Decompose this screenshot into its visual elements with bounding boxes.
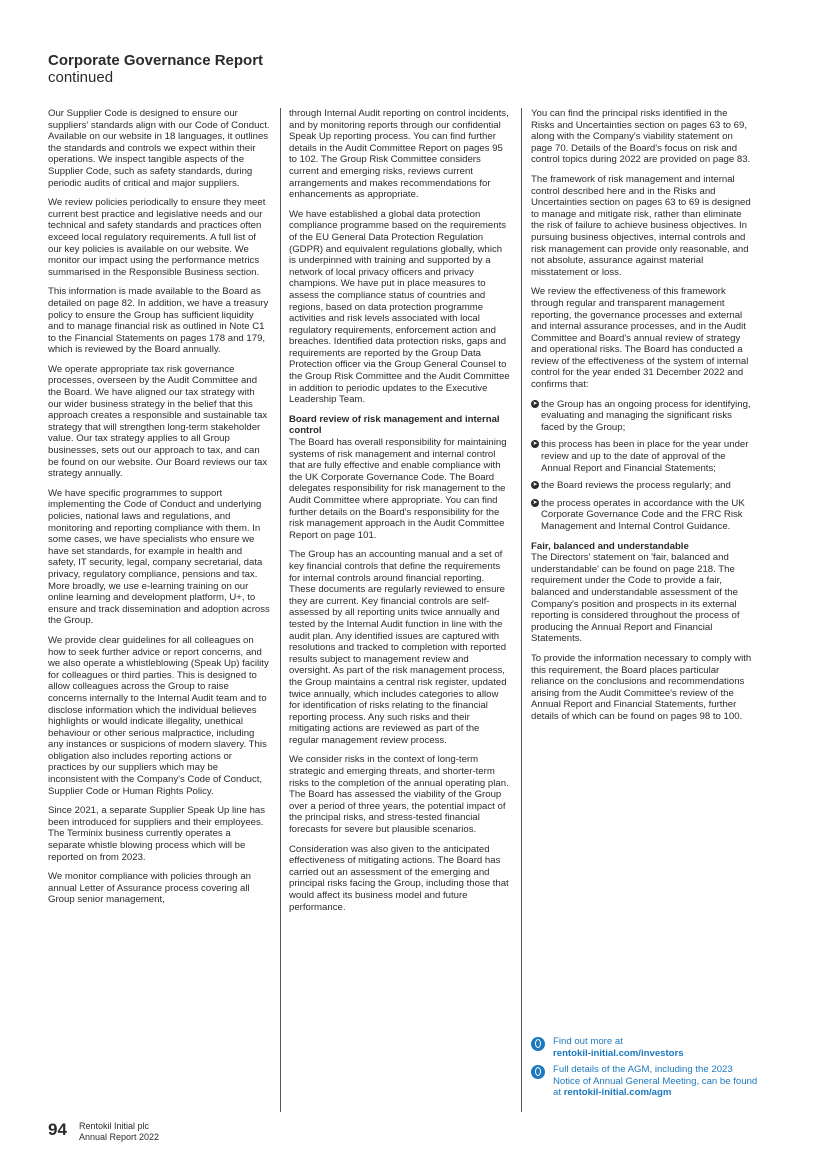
paragraph: The Group has an accounting manual and a set of key financial controls that define the requirements for internal controls around financial reporting. These documents are regularly reviewed to ensure they are current. Key financial controls are self-assessed by all reporting units twice annually and tested by the Internal Audit function in line with the audit plan. Any identified issues are captured with resolutions and tracked to completion with reported results subject to management review and oversight. As part of the risk management process, the Group maintains a central risk register, updated twice annually, which includes categories to allow for identification of risks relating to the financial reporting process. Any such risks and their mitigating actions are reviewed as part of the regular management review process. xyxy=(289,549,507,746)
list-item: ➤ the Board reviews the process regularly; and xyxy=(532,480,731,492)
paragraph: Our Supplier Code is designed to ensure our suppliers' standards align with our Code of Conduct. Available on our website in 18 languages, it outlines the standards and controls we expect within their operations. We inspect tangible aspects of the Supplier Code, such as safety standards, during periodic audits of critical and major suppliers. xyxy=(48,108,270,189)
paragraph: We operate appropriate tax risk governance processes, overseen by the Audit Committee and the Board. We have aligned our tax strategy with our wider business strategy in the belief that this approach creates a responsible and sustainable tax strategy that will strengthen long-term stakeholder value. Our tax strategy applies to all Group businesses, sets out our approach to tax, and can be found on our website. Our Board reviews our tax strategy annually. xyxy=(48,363,268,480)
list-item: ➤ the process operates in accordance with the UK Corporate Governance Code and the FRC Risk Management and Internal Control Guidance. xyxy=(532,497,745,532)
confirmation-list xyxy=(531,399,753,533)
arrow-bullet-icon: ➤ xyxy=(532,499,538,506)
arrow-bullet-icon: ➤ xyxy=(532,400,538,407)
footer-report-name: Rentokil Initial plc Annual Report 2022 xyxy=(79,1121,160,1142)
agm-link-row: Full details of the AGM, including the 2023 Notice of Annual General Meeting, can be found at rentokil-initial.com/agm xyxy=(531,1064,761,1099)
page-title: Corporate Governance Report xyxy=(48,52,264,69)
section-heading-fair-balanced: Fair, balanced and understandable xyxy=(531,540,689,552)
paragraph: To provide the information necessary to comply with this requirement, the Board places particular reliance on the conclusions and recommendations arising from the Audit Committee's review of the Annual Report and Financial Statements, further details of which can be found on pages 98 to 100. xyxy=(531,652,752,722)
paragraph: You can find the principal risks identified in the Risks and Uncertainties section on pages 63 to 69, along with the Company's viability statement on page 70. Details of the Board's focus on risk and control topics during 2022 are provided on page 83. xyxy=(531,108,751,166)
column-middle xyxy=(289,108,511,921)
section-heading-risk-review: Board review of risk management and internal control xyxy=(289,413,500,437)
list-item: ➤ the Group has an ongoing process for identifying, evaluating and managing the significant risks faced by the Group; xyxy=(532,398,751,433)
paragraph: We review policies periodically to ensure they meet current best practice and legislative needs and our technical and safety standards and practices often exceed local regulatory requirements. A full list of our key policies is available on our website. We monitor our impact using the performance metrics summarised in the Responsible Business section. xyxy=(48,197,266,278)
page-number: 94 xyxy=(48,1120,67,1139)
paragraph: Since 2021, a separate Supplier Speak Up line has been introduced for suppliers and their employees. The Terminix business currently operates a separate whistle blowing process which will be reported on from 2023. xyxy=(48,805,266,863)
paragraph: The Board has overall responsibility for maintaining systems of risk management and internal control that are fully effective and enable compliance with the UK Corporate Governance Code. The Board delegates responsibility for risk management to the Audit Committee where appropriate. You can find further details on the Board's responsibility for the risk management approach in the Audit Committee Report on page 101. xyxy=(289,437,507,541)
column-left xyxy=(48,108,270,914)
investors-link-row: Find out more at rentokil-initial.com/investors xyxy=(531,1036,761,1059)
paragraph: We provide clear guidelines for all colleagues on how to seek further advice or report concerns, and we also operate a whistleblowing (Speak Up) facility for colleagues or third parties. This is designed to allow colleagues across the Group to raise concerns internally to the Internal Audit team and to disclose information which the individual believes highlights or would indicate illegality, unethical behaviour or other serious malpractice, including any instances or suspicions of modern slavery. This obligation also includes reporting actions or practices by our suppliers which may be inconsistent with the Company's Code of Conduct, Supplier Code or Human Rights Policy. xyxy=(48,634,269,797)
paragraph: We consider risks in the context of long-term strategic and emerging threats, and shorter-term risks to the completion of the annual operating plan. The Board has assessed the viability of the Group over a period of three years, the potential impact of the principal risks, and stress-tested financial forecasts for severe but plausible scenarios. xyxy=(289,754,509,836)
info-icon xyxy=(531,1037,545,1051)
paragraph: We review the effectiveness of this framework through regular and transparent management reporting, the governance processes and external and internal assurance processes, and in the Audit Committee and Board's annual review of strategy and operational risks. The Board has conducted a review of the effectiveness of the system of internal control for the year ended 31 December 2022 and confirms that: xyxy=(531,286,749,391)
reference-links xyxy=(531,1036,761,1104)
paragraph: This information is made available to the Board as detailed on page 82. In addition, we have a treasury policy to ensure the Group has sufficient liquidity and to manage financial risk as outlined in Note C1 to the Financial Statements on pages 178 and 179, which is reviewed by the Board annually. xyxy=(48,286,269,356)
info-icon xyxy=(531,1065,545,1079)
column-right xyxy=(531,108,753,731)
arrow-bullet-icon: ➤ xyxy=(532,441,538,448)
agm-link[interactable]: rentokil-initial.com/agm xyxy=(563,1087,672,1099)
column-divider xyxy=(521,108,522,1112)
paragraph: We have specific programmes to support implementing the Code of Conduct and underlying policies, national laws and regulations, and monitoring and reporting compliance with them. In some cases, we have specialists who ensure we have set standards, for example in health and safety, IT security, legal, company secretarial, data privacy, regulatory compliance, pensions and tax. More broadly, we use e-learning training on our online learning and development platform, U+, to ensure and track dissemination and adoption across the Group. xyxy=(48,487,270,627)
paragraph: The Directors' statement on 'fair, balanced and understandable' can be found on page 218. The requirement under the Code to provide a fair, balanced and understandable assessment of the Company's position and prospects in its external reporting is considered throughout the process of producing the Annual Report and Financial Statements. xyxy=(531,552,740,645)
paragraph: We monitor compliance with policies through an annual Letter of Assurance process covering all Group senior management, xyxy=(48,871,251,906)
page-subtitle: continued xyxy=(48,69,114,86)
list-item: ➤ this process has been in place for the year under review and up to the date of approval of the Annual Report and Financial Statements; xyxy=(532,439,749,474)
paragraph: through Internal Audit reporting on control incidents, and by monitoring reports through our confidential Speak Up reporting process. You can find further details in the Audit Committee Report on pages 95 to 102. The Group Risk Committee considers current and emerging risks, reviews current arrangements and makes recommendations for enhancements as appropriate. xyxy=(289,108,509,201)
investors-link[interactable]: rentokil-initial.com/investors xyxy=(553,1047,684,1059)
arrow-bullet-icon: ➤ xyxy=(532,482,538,489)
column-divider xyxy=(280,108,281,1112)
paragraph: We have established a global data protection compliance programme based on the requirements of the EU General Data Protection Regulation (GDPR) and equivalent regulations globally, which is underpinned with training and supported by a network of local privacy officers and privacy champions. We have put in place measures to assess the compliance status of countries and regions, based on data protection programme activities and risk levels associated with local regulatory requirements, enforcement action and breaches. Identified data protection risks, gaps and requirements are reported by the Group Data Protection officer via the Group General Counsel to the Group Risk Committee and the Audit Committee in addition to periodic updates to the Executive Leadership Team. xyxy=(289,208,510,406)
paragraph: Consideration was also given to the anticipated effectiveness of mitigating actions. The Board has carried out an assessment of the emerging and principal risks facing the Group, including those that would affect its business model and future performance. xyxy=(289,843,509,913)
paragraph: The framework of risk management and internal control described here and in the Risks and Uncertainties section on pages 63 to 69 is designed to manage and mitigate risk, rather than eliminate the risk of failure to achieve business objectives. In pursuing business objectives, internal controls and risk management can provide only reasonable, and not absolute, assurance against material misstatement or loss. xyxy=(531,173,751,278)
